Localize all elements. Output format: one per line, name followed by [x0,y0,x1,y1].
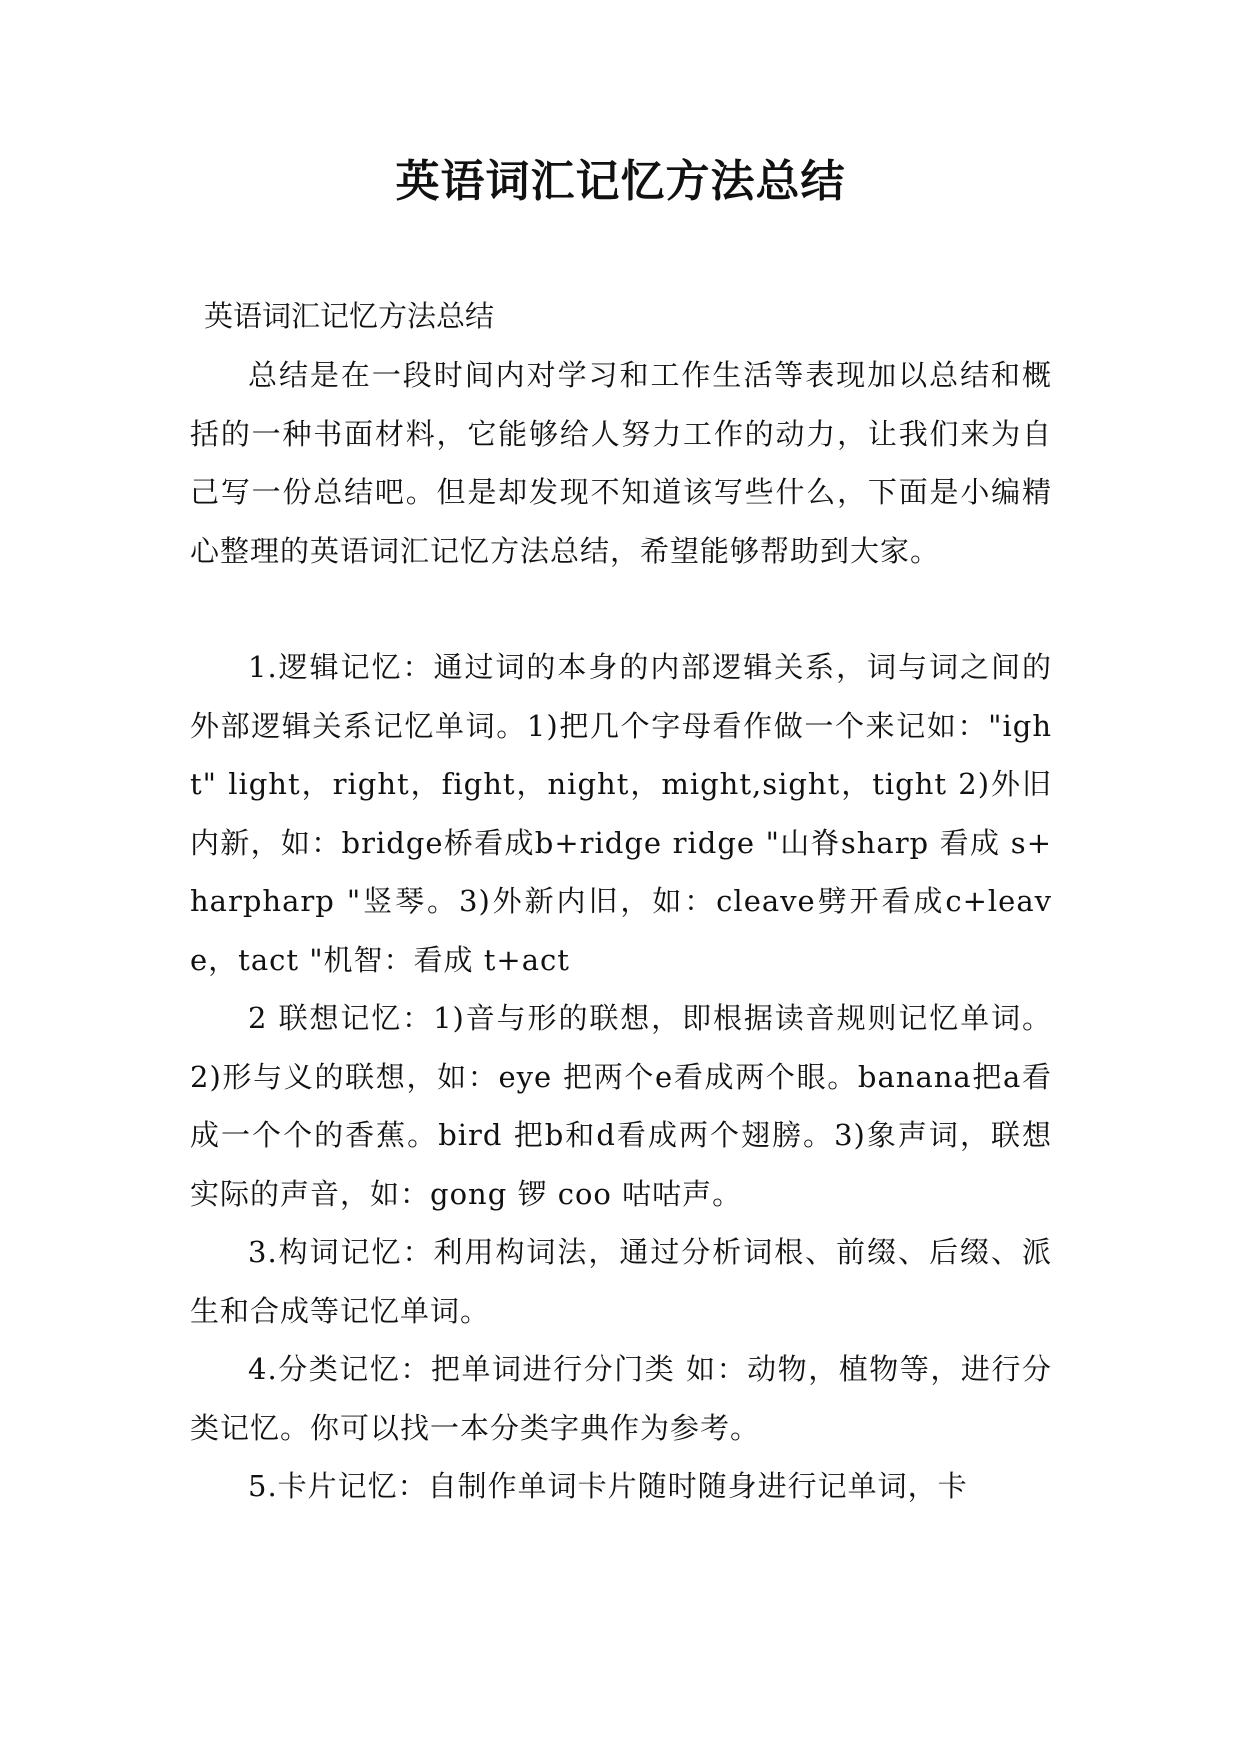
method-paragraph-logic: 1.逻辑记忆：通过词的本身的内部逻辑关系，词与词之间的外部逻辑关系记忆单词。1)把几个字母看作做一个来记如："ight" light，right，fight，night，might,sight，tight 2)外旧内新，如：bridge桥看成b+ridge ridge "山脊sharp 看成 s+harpharp "竖琴。3)外新内旧，如：cleave劈开看成c+leave，tact "机智：看成 t+act [190,650,1052,977]
method-paragraph-word-formation: 3.构词记忆：利用构词法，通过分析词根、前缀、后缀、派生和合成等记忆单词。 [190,1235,1052,1328]
document-body [190,346,1052,1516]
method-paragraph-classification: 4.分类记忆：把单词进行分门类 如：动物，植物等，进行分类记忆。你可以找一本分类字典作为参考。 [190,1352,1052,1445]
method-paragraph-association: 2 联想记忆：1)音与形的联想，即根据读音规则记忆单词。2)形与义的联想，如：eye 把两个e看成两个眼。banana把a看成一个个的香蕉。bird 把b和d看成两个翅膀。3)象声词，联想实际的声音，如：gong 锣 coo 咕咕声。 [190,1001,1052,1211]
intro-paragraph: 总结是在一段时间内对学习和工作生活等表现加以总结和概括的一种书面材料，它能够给人努力工作的动力，让我们来为自己写一份总结吧。但是却发现不知道该写些什么，下面是小编精心整理的英语词汇记忆方法总结，希望能够帮助到大家。 [190,358,1052,568]
document-subtitle: 英语词汇记忆方法总结 [204,299,495,333]
method-paragraph-cards: 5.卡片记忆：自制作单词卡片随时随身进行记单词，卡 [248,1469,968,1503]
document-title: 英语词汇记忆方法总结 [395,156,846,207]
